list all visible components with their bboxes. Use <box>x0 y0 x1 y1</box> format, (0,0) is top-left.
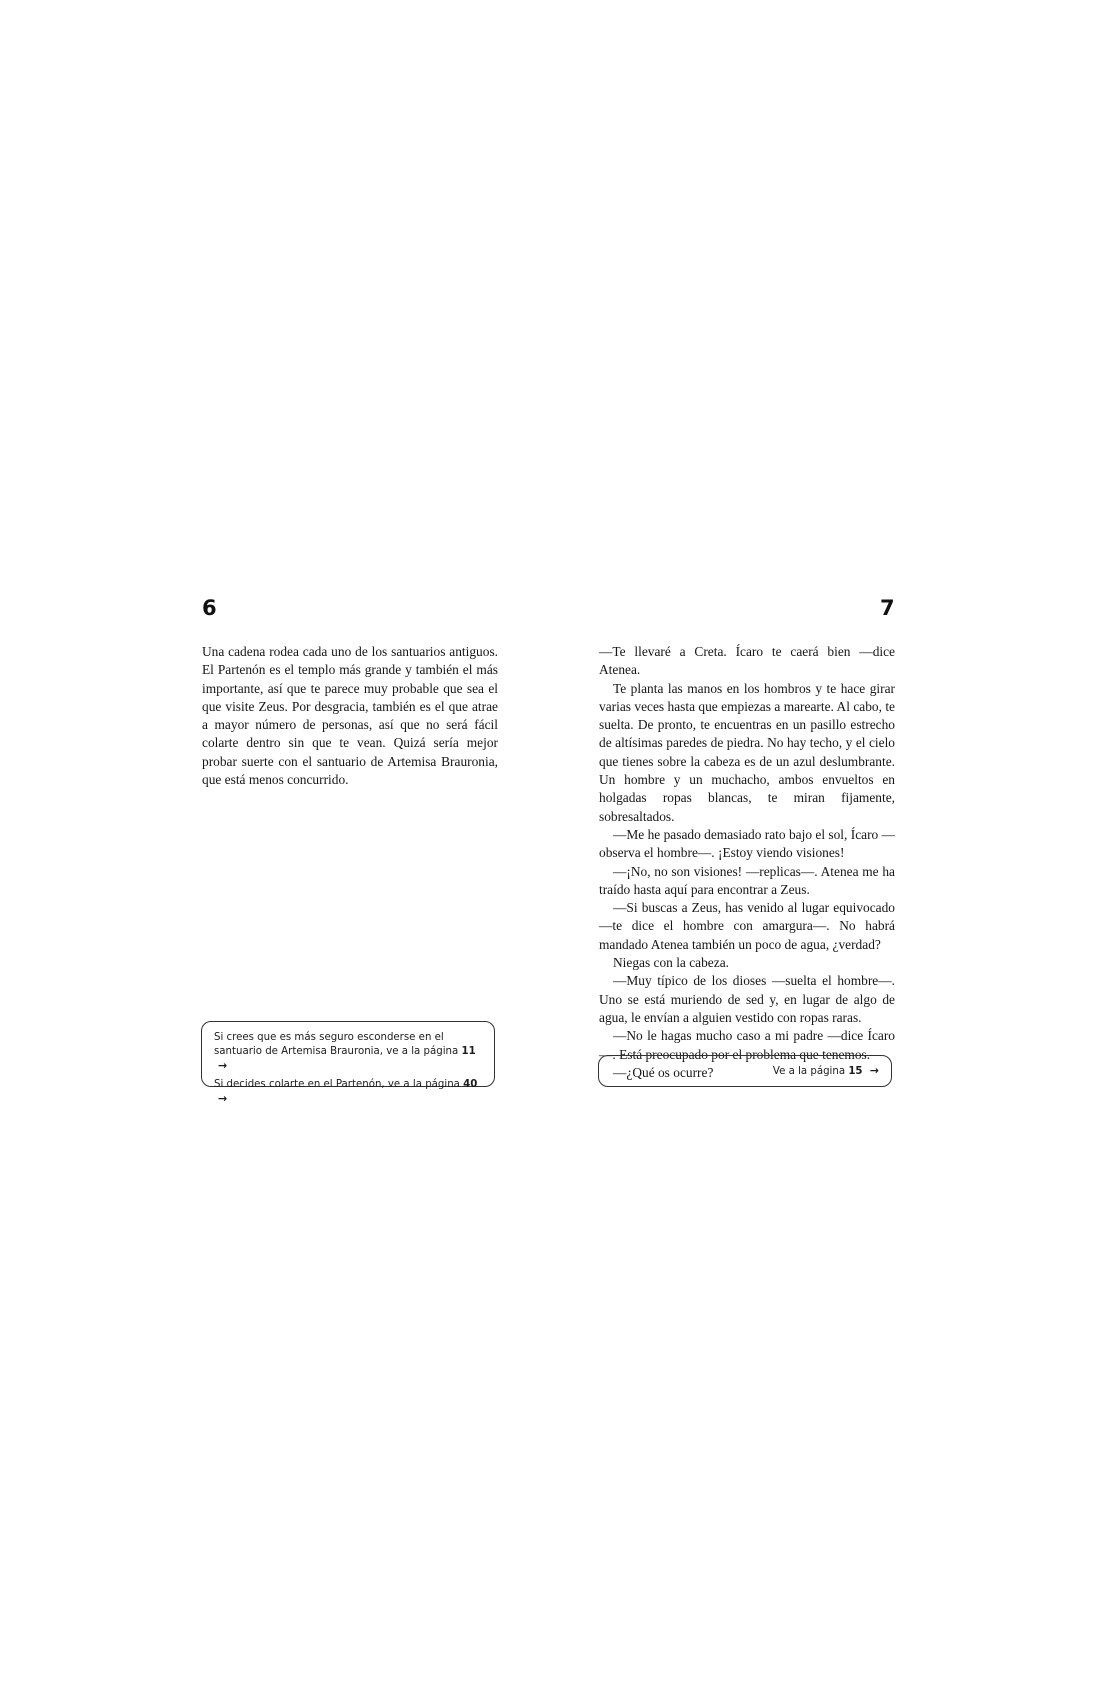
page-number-right: 7 <box>880 596 895 620</box>
paragraph: Te planta las manos en los hombros y te hace girar varias veces hasta que empiezas a marearte. Al cabo, te suelta. De pronto, te encuentras en un pasillo estrecho de altísimas paredes de piedra. No hay techo, y el cielo que tienes sobre la cabeza es de un azul deslumbrante. Un hombre y un muchacho, ambos envueltos en holgadas ropas blancas, te miran fijamente, sobresaltados. <box>599 680 895 824</box>
page-ref: 11 <box>461 1046 476 1057</box>
right-page-text <box>599 643 895 1082</box>
choice-box-left <box>201 1021 495 1105</box>
page-ref: 15 <box>848 1065 863 1077</box>
choice-text: Si crees que es más seguro esconderse en el santuario de Artemisa Brauronia, ve a la página <box>214 1032 459 1057</box>
paragraph: Niegas con la cabeza. <box>613 955 729 971</box>
choice-option-artemisa[interactable] <box>214 1031 482 1074</box>
paragraph: —Me he pasado demasiado rato bajo el sol, Ícaro —observa el hombre—. ¡Estoy viendo visiones! <box>599 826 895 861</box>
paragraph: Una cadena rodea cada uno de los santuarios antiguos. El Partenón es el templo más grande y también el más importante, así que te parece muy probable que sea el que visite Zeus. Por desgracia, también es el que atrae a mayor número de personas, así que no será fácil colarte dentro sin que te vean. Quizá sería mejor probar suerte con el santuario de Artemisa Brauronia, que está menos concurrido. <box>202 644 498 788</box>
arrow-right-icon: → <box>869 1063 879 1077</box>
paragraph: —¿Qué os ocurre? <box>613 1064 714 1080</box>
arrow-right-icon: → <box>218 1059 228 1072</box>
paragraph: —No le hagas mucho caso a mi padre —dice Ícaro—. Está preocupado por el problema que tenemos. <box>599 1028 895 1062</box>
paragraph: —Muy típico de los dioses —suelta el hombre—. Uno se está muriendo de sed y, en lugar de algo de agua, le envían a alguien vestido con ropas raras. <box>599 973 895 1025</box>
page-number-left: 6 <box>202 596 217 620</box>
choice-box-right <box>598 1055 892 1087</box>
choice-option-partenon[interactable] <box>214 1078 482 1107</box>
left-page-text <box>202 643 498 789</box>
arrow-right-icon: → <box>218 1092 228 1105</box>
page-ref: 40 <box>463 1079 478 1090</box>
choice-option-continue[interactable] <box>773 1064 879 1079</box>
choice-text: Ve a la página <box>772 1065 846 1077</box>
choice-text: Si decides colarte en el Partenón, ve a la página <box>214 1079 460 1090</box>
paragraph: —Si buscas a Zeus, has venido al lugar equivocado —te dice el hombre con amargura—. No habrá mandado Atenea también un poco de agua, ¿verdad? <box>599 900 895 952</box>
paragraph: —¡No, no son visiones! —replicas—. Atenea me ha traído hasta aquí para encontrar a Zeus. <box>599 863 895 897</box>
paragraph: —Te llevaré a Creta. Ícaro te caerá bien —dice Atenea. <box>599 644 895 678</box>
